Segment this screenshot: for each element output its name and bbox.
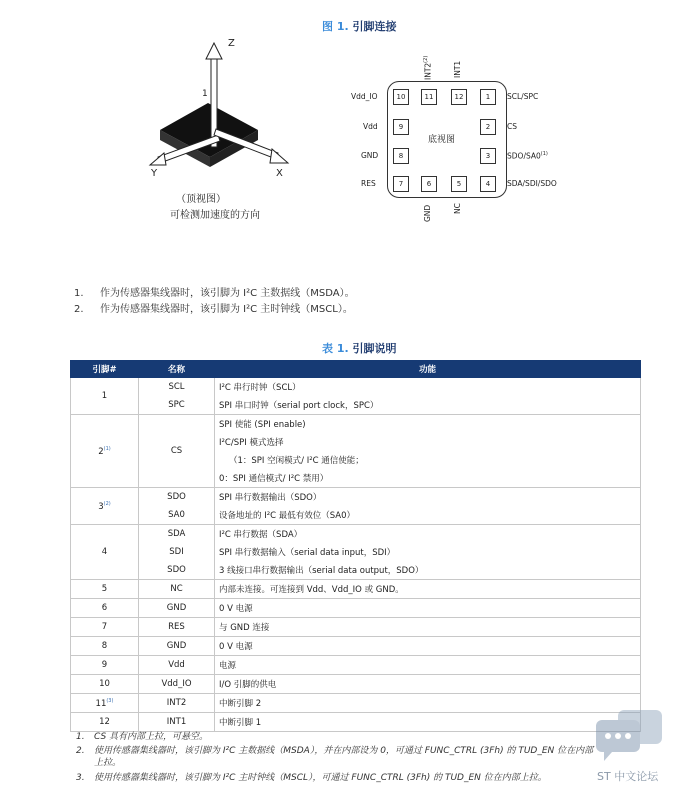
note-1: 1. 作为传感器集线器时，该引脚为 I²C 主数据线（MSDA）。: [74, 288, 355, 299]
header-name: 名称: [139, 361, 215, 378]
pin-11: 11: [421, 89, 437, 105]
label-int2: INT2$^{(2)}$: [423, 55, 433, 80]
accelerometer-axis-drawing: [140, 35, 300, 185]
table-row: 8 GND 0 V 电源: [71, 637, 641, 656]
table-row: 10 Vdd_IO I/O 引脚的供电: [71, 675, 641, 694]
table-row: 0：SPI 通信模式/ I²C 禁用）: [71, 469, 641, 488]
footnote-3: 3. 使用传感器集线器时，该引脚为 I²C 主时钟线（MSCL），可通过 FUNC_CTRL (3Fh) 的 TUD_EN 位在内部上拉。: [76, 773, 547, 783]
pin-1: 1: [480, 89, 496, 105]
table-row: 3$^{(2)}$ SDO SPI 串行数据输出（SDO）: [71, 488, 641, 507]
z-axis-arrow: [206, 43, 222, 59]
figure-caption: 图 1. 引脚连接: [322, 20, 397, 33]
forum-logo-icon: [594, 708, 666, 764]
table-row: 2$^{(1)}$ CS SPI 使能 (SPI enable): [71, 415, 641, 434]
table-row: SDI SPI 串行数据输入（serial data input，SDI）: [71, 543, 641, 561]
pin-3: 3: [480, 148, 496, 164]
z-label: Z: [228, 38, 235, 49]
label-sda-sdi-sdo: SDA/SDI/SDO: [507, 179, 557, 188]
watermark-text: ST 中文论坛: [597, 770, 659, 783]
table-header-row: [71, 361, 641, 378]
table-row: I²C/SPI 模式选择: [71, 433, 641, 451]
label-cs: CS: [507, 122, 517, 131]
pin-4: 4: [480, 176, 496, 192]
x-label: X: [276, 168, 283, 179]
label-scl-spc: SCL/SPC: [507, 92, 539, 101]
label-gnd-bottom: GND: [423, 204, 432, 222]
label-gnd-left: GND: [361, 151, 379, 160]
pin1-label: 1: [202, 89, 208, 99]
header-function: 功能: [215, 361, 641, 378]
footnote-2: 2. 使用传感器集线器时，该引脚为 I²C 主数据线（MSDA），并在内部设为 0，可通过 FUNC_CTRL (3Fh) 的 TUD_EN 位在内部: [76, 746, 594, 756]
table-row: 4 SDA I²C 串行数据（SDA）: [71, 525, 641, 544]
table-row: 7 RES 与 GND 连接: [71, 618, 641, 637]
label-int1: INT1: [453, 60, 462, 78]
axis-description: 可检测加速度的方向: [170, 210, 260, 221]
table-row: 5 NC 内部未连接。可连接到 Vdd、Vdd_IO 或 GND。: [71, 580, 641, 599]
table-row: 6 GND 0 V 电源: [71, 599, 641, 618]
x-axis-arrow: [270, 149, 288, 163]
pin-5: 5: [451, 176, 467, 192]
y-axis-arrow: [150, 153, 166, 165]
label-res: RES: [361, 179, 376, 188]
label-vdd: Vdd: [363, 122, 378, 131]
pin-7: 7: [393, 176, 409, 192]
label-nc: NC: [453, 203, 462, 214]
chip-top: [160, 103, 258, 157]
bottom-view-label: 底视图: [428, 135, 456, 145]
y-label: Y: [151, 168, 158, 179]
label-sdo-sa0: SDO/SA0$^{(1)}$: [507, 151, 548, 161]
table-row: SPC SPI 串口时钟（serial port clock，SPC）: [71, 396, 641, 415]
header-pin: 引脚#: [71, 361, 139, 378]
label-vdd-io: Vdd_IO: [351, 92, 378, 101]
pin-10: 10: [393, 89, 409, 105]
table-row: 1 SCL I²C 串行时钟（SCL）: [71, 378, 641, 397]
footnote-1: 1. CS 具有内部上拉，可悬空。: [76, 732, 209, 742]
table-row: （1：SPI 空闲模式/ I²C 通信使能；: [71, 451, 641, 469]
footnote-2-cont: 上拉。: [94, 758, 122, 768]
table-row: 12 INT1 中断引脚 1: [71, 713, 641, 732]
pin-9: 9: [393, 119, 409, 135]
top-view-label: （顶视图）: [176, 194, 226, 205]
pin-8: 8: [393, 148, 409, 164]
pin-12: 12: [451, 89, 467, 105]
pin-6: 6: [421, 176, 437, 192]
pin-2: 2: [480, 119, 496, 135]
table-row: 9 Vdd 电源: [71, 656, 641, 675]
table-row: SDO 3 线接口串行数据输出（serial data output，SDO）: [71, 561, 641, 580]
table-row: 11$^{(3)}$ INT2 中断引脚 2: [71, 694, 641, 713]
table-caption: 表 1. 引脚说明: [322, 342, 397, 355]
table-row: SA0 设备地址的 I²C 最低有效位（SA0）: [71, 506, 641, 525]
note-2: 2. 作为传感器集线器时，该引脚为 I²C 主时钟线（MSCL）。: [74, 304, 353, 315]
pin-description-table: [70, 360, 641, 732]
